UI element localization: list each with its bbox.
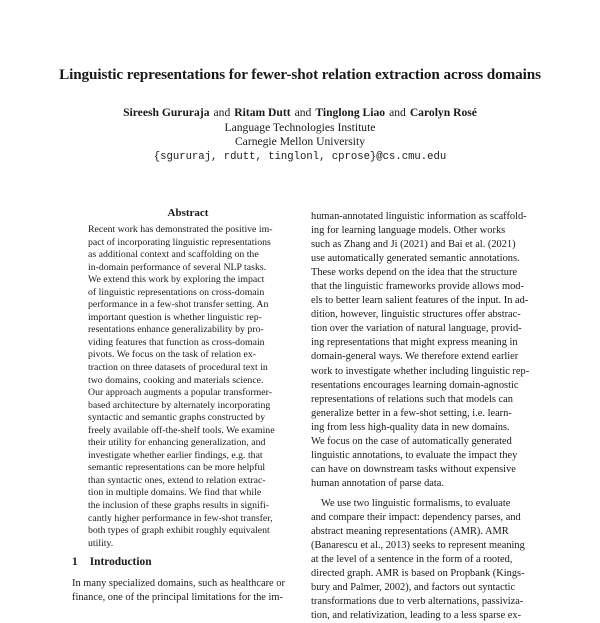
text-line: pact of incorporating linguistic representations [88,236,271,248]
text-line: in-domain performance of several NLP tasks. [88,261,267,273]
text-line: work to investigate whether including linguistic rep- [311,365,530,377]
right-column-text [311,210,537,623]
author-conjunction: and [389,106,406,119]
text-line: important question is whether linguistic rep- [88,311,262,323]
text-line: directed graph. AMR is based on Propbank (Kings- [311,568,525,580]
author-name: Carolyn Rosé [409,106,477,119]
affiliation-institute: Language Technologies Institute [224,120,376,134]
text-line: ing representations that might express meaning in [311,337,518,349]
paper-title: Linguistic representations for fewer-shot relation extraction across domains [59,66,541,83]
text-line: investigate whether earlier findings, e.g. that [88,449,263,461]
text-line: representations of relations such that models can [311,393,513,405]
text-line: based architecture by alternately incorporating [88,399,271,411]
text-line: performance in a few-shot transfer setting. An [88,299,269,311]
text-line: We focus on the case of automatically generated [311,435,512,447]
affiliation-university: Carnegie Mellon University [234,135,366,148]
text-line: els to better learn salient features of the input. In ad- [311,295,529,307]
text-line: domain-general ways. We therefore extend earlier [311,351,519,363]
text-line: Recent work has demonstrated the positive im- [88,224,273,235]
text-line: the inclusion of these graphs results in signifi- [88,500,269,512]
text-line: of linguistic representations on cross-domain [88,286,265,298]
section-number: 1 [72,556,78,568]
text-line: transformations due to verb alternations, passiviza- [311,596,524,608]
section-title: Introduction [89,556,152,568]
author-conjunction: and [213,106,231,119]
text-line: pivots. We focus on the task of relation ex- [88,349,256,361]
text-line: linguistic annotations, to evaluate the impact they [311,449,518,461]
text-line: (Banarescu et al., 2013) seeks to represent meaning [311,540,525,552]
text-line: viding features that function as cross-domain [88,336,265,348]
text-line: such as Zhang and Ji (2021) and Bai et al. (2021) [311,239,516,251]
text-line: tion over the variation of natural language, provid- [311,323,522,335]
text-line: ing from less high-quality data in new domains. [311,421,510,433]
text-line: semantic representations can be more helpful [88,462,266,474]
text-line: In many specialized domains, such as healthcare or [72,578,285,589]
text-line: human-annotated linguistic information as scaffold- [311,211,527,222]
text-line: as additional context and scaffolding on the [88,249,259,261]
section-heading [72,556,152,568]
abstract-body [88,224,287,550]
text-line: at the level of a sentence in the form of a rooted, [311,554,513,566]
text-line: generalize better in a few-shot setting, i.e. learn- [311,407,512,419]
text-line: abstract meaning representations (AMR). AMR [311,526,509,538]
text-line: bury and Palmer, 2002), and factors out syntactic [311,582,516,594]
text-line: dition, however, linguistic structures offer abstrac- [311,309,521,321]
text-line: human annotation of parse data. [311,477,445,489]
text-line: utility. [88,537,114,549]
text-line: traction on three datasets of procedural text in [88,362,268,374]
author-conjunction: and [294,106,312,119]
paragraph [311,497,537,623]
author-names [0,106,600,121]
author-name: Ritam Dutt [234,106,291,119]
text-line: two domains, cooking and materials science. [88,374,264,386]
text-line: that the linguistic frameworks provide allows mod- [311,281,524,293]
paragraph [311,210,537,491]
text-line: tion in multiple domains. We find that while [88,487,262,499]
text-line: These works depend on the idea that the structure [311,267,518,279]
text-line: freely available off-the-shelf tools. We examine [88,424,275,436]
text-line: both types of graph exhibit roughly equivalent [88,525,270,537]
author-name: Tinglong Liao [315,106,386,119]
abstract-heading: Abstract [167,207,209,219]
text-line: Our approach augments a popular transformer- [88,387,272,399]
introduction-body [72,577,297,605]
text-line: finance, one of the principal limitations for the im- [72,592,283,604]
author-name: Sireesh Gururaja [123,106,210,119]
text-line: resentations enhance generalizability by pro- [88,324,264,336]
text-line: syntactic and semantic graphs constructed by [88,412,266,424]
text-line: than syntactic ones, extend to relation extrac- [88,474,266,486]
text-line: can have on downstream tasks without expensive [311,463,516,475]
text-line: use automatically generated semantic annotations. [311,253,520,265]
text-line: cantly higher performance in few-shot transfer, [88,512,273,524]
text-line: ing for learning language models. Other works [311,225,506,237]
text-line: and compare their impact: dependency parses, and [311,511,521,523]
text-line: tion, and relativization, leading to a less sparse ex- [311,610,522,622]
author-emails: {sgururaj, rdutt, tinglonl, cprose}@cs.cmu.edu [153,150,447,163]
author-block [0,106,600,164]
text-line: We extend this work by exploring the impact [88,274,265,286]
text-line: We use two linguistic formalisms, to evaluate [321,497,511,509]
text-line: their utility for enhancing generalization, and [88,437,266,449]
text-line: resentations encourages learning domain-agnostic [311,379,519,391]
